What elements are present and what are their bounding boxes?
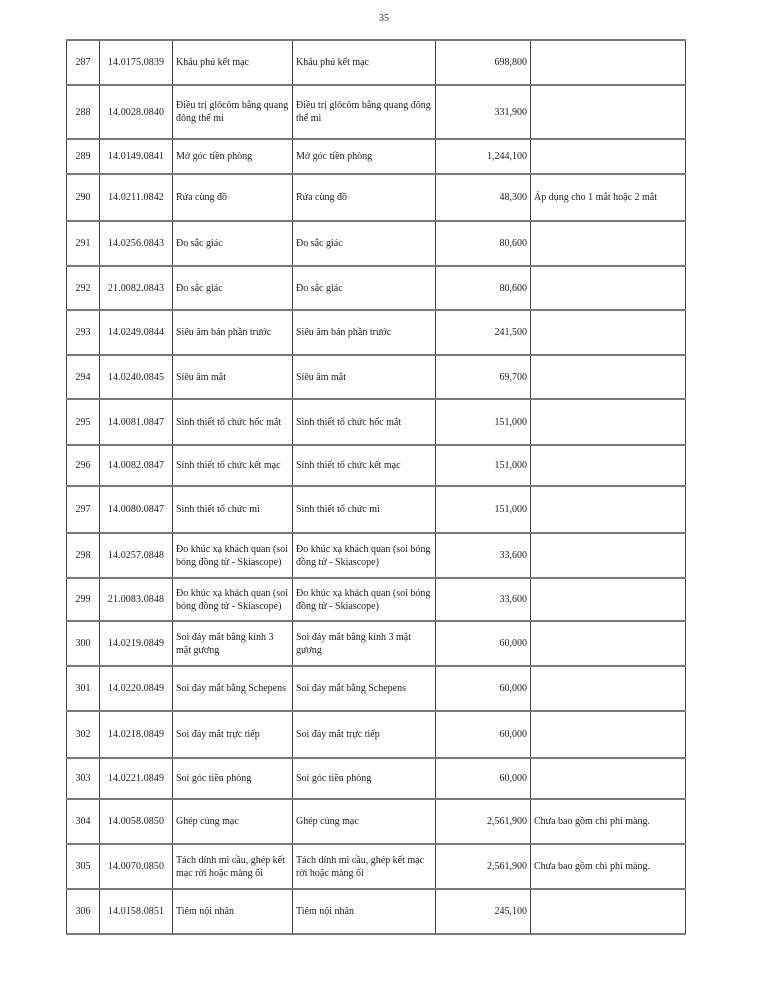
price-cell: 33,600	[436, 533, 531, 578]
service-name-cell: Đo khúc xạ khách quan (soi bóng đồng tử - Skiascope)	[173, 533, 293, 578]
service-name-cell: Đo sắc giác	[173, 266, 293, 310]
table-row	[67, 711, 686, 758]
service-code-cell: 14.0175.0839	[100, 40, 173, 85]
service-code-cell: 14.0058.0850	[100, 799, 173, 844]
table-row	[67, 445, 686, 486]
price-cell: 151,000	[436, 486, 531, 533]
service-name-cell: Rửa cùng đồ	[173, 174, 293, 221]
row-index-cell: 299	[67, 578, 100, 621]
row-index-cell: 303	[67, 758, 100, 799]
service-name-secondary-cell: Rửa cùng đồ	[293, 174, 436, 221]
service-name-secondary-cell: Tiêm nội nhãn	[293, 889, 436, 934]
table-row	[67, 85, 686, 139]
service-code-cell: 21.0082.0843	[100, 266, 173, 310]
note-cell	[531, 355, 686, 399]
row-index-cell: 305	[67, 844, 100, 889]
service-code-cell: 14.0158.0851	[100, 889, 173, 934]
service-code-cell: 14.0240.0845	[100, 355, 173, 399]
price-cell: 60,000	[436, 666, 531, 711]
table-row	[67, 40, 686, 85]
row-index-cell: 293	[67, 310, 100, 355]
service-name-secondary-cell: Đo khúc xạ khách quan (soi bóng đồng tử - Skiascope)	[293, 533, 436, 578]
service-code-cell: 14.0221.0849	[100, 758, 173, 799]
service-name-secondary-cell: Soi đáy mắt bằng kính 3 mặt gương	[293, 621, 436, 666]
row-index-cell: 294	[67, 355, 100, 399]
note-cell	[531, 578, 686, 621]
fee-table	[66, 39, 686, 935]
service-name-cell: Đo sắc giác	[173, 221, 293, 266]
price-cell: 2,561,900	[436, 799, 531, 844]
service-code-cell: 14.0256.0843	[100, 221, 173, 266]
service-name-secondary-cell: Sinh thiết tổ chức kết mạc	[293, 445, 436, 486]
service-name-cell: Sinh thiết tổ chức kết mạc	[173, 445, 293, 486]
service-name-secondary-cell: Tách dính mi cầu, ghép kết mạc rời hoặc màng ối	[293, 844, 436, 889]
table-row	[67, 266, 686, 310]
row-index-cell: 302	[67, 711, 100, 758]
price-cell: 80,600	[436, 221, 531, 266]
note-cell	[531, 399, 686, 445]
price-cell: 33,600	[436, 578, 531, 621]
service-code-cell: 14.0257.0848	[100, 533, 173, 578]
note-cell	[531, 221, 686, 266]
price-cell: 60,000	[436, 621, 531, 666]
service-name-secondary-cell: Đo khúc xạ khách quan (soi bóng đồng tử - Skiascope)	[293, 578, 436, 621]
service-name-secondary-cell: Ghép củng mạc	[293, 799, 436, 844]
service-name-cell: Soi đáy mắt bằng kính 3 mặt gương	[173, 621, 293, 666]
table-row	[67, 310, 686, 355]
note-cell	[531, 758, 686, 799]
row-index-cell: 288	[67, 85, 100, 139]
service-code-cell: 14.0028.0840	[100, 85, 173, 139]
note-cell	[531, 40, 686, 85]
service-name-cell: Siêu âm mắt	[173, 355, 293, 399]
service-name-cell: Đo khúc xạ khách quan (soi bóng đồng tử - Skiascope)	[173, 578, 293, 621]
service-code-cell: 21.0083.0848	[100, 578, 173, 621]
table-row	[67, 139, 686, 174]
price-cell: 60,000	[436, 758, 531, 799]
service-name-secondary-cell: Khâu phủ kết mạc	[293, 40, 436, 85]
row-index-cell: 298	[67, 533, 100, 578]
price-cell: 245,100	[436, 889, 531, 934]
service-code-cell: 14.0082.0847	[100, 445, 173, 486]
note-cell	[531, 139, 686, 174]
service-name-secondary-cell: Đo sắc giác	[293, 221, 436, 266]
row-index-cell: 304	[67, 799, 100, 844]
table-row	[67, 621, 686, 666]
price-cell: 698,800	[436, 40, 531, 85]
note-cell	[531, 266, 686, 310]
service-name-secondary-cell: Soi góc tiền phòng	[293, 758, 436, 799]
service-name-cell: Sinh thiết tổ chức mi	[173, 486, 293, 533]
price-cell: 60,000	[436, 711, 531, 758]
row-index-cell: 290	[67, 174, 100, 221]
service-name-cell: Siêu âm bán phần trước	[173, 310, 293, 355]
price-cell: 151,000	[436, 445, 531, 486]
note-cell: Áp dụng cho 1 mắt hoặc 2 mắt	[531, 174, 686, 221]
table-row	[67, 799, 686, 844]
service-name-cell: Ghép củng mạc	[173, 799, 293, 844]
service-code-cell: 14.0149.0841	[100, 139, 173, 174]
note-cell	[531, 310, 686, 355]
note-cell: Chưa bao gồm chi phí màng.	[531, 844, 686, 889]
service-name-cell: Soi góc tiền phòng	[173, 758, 293, 799]
table-row	[67, 221, 686, 266]
service-name-cell: Sinh thiết tổ chức hốc mắt	[173, 399, 293, 445]
service-name-secondary-cell: Siêu âm bán phần trước	[293, 310, 436, 355]
table-row	[67, 533, 686, 578]
note-cell	[531, 711, 686, 758]
service-name-secondary-cell: Mở góc tiền phòng	[293, 139, 436, 174]
service-name-cell: Mở góc tiền phòng	[173, 139, 293, 174]
service-name-secondary-cell: Điều trị glôcôm bằng quang đông thể mi	[293, 85, 436, 139]
service-name-cell: Khâu phủ kết mạc	[173, 40, 293, 85]
service-name-cell: Soi đáy mắt trực tiếp	[173, 711, 293, 758]
fee-table-body	[67, 40, 686, 934]
page-number: 35	[379, 13, 389, 24]
table-row	[67, 844, 686, 889]
service-code-cell: 14.0070.0850	[100, 844, 173, 889]
price-cell: 80,600	[436, 266, 531, 310]
service-code-cell: 14.0211.0842	[100, 174, 173, 221]
note-cell	[531, 85, 686, 139]
row-index-cell: 297	[67, 486, 100, 533]
price-cell: 1,244,100	[436, 139, 531, 174]
price-cell: 69,700	[436, 355, 531, 399]
note-cell	[531, 445, 686, 486]
service-code-cell: 14.0218.0849	[100, 711, 173, 758]
service-name-secondary-cell: Soi đáy mắt bằng Schepens	[293, 666, 436, 711]
price-cell: 2,561,900	[436, 844, 531, 889]
note-cell	[531, 621, 686, 666]
service-name-secondary-cell: Soi đáy mắt trực tiếp	[293, 711, 436, 758]
service-name-cell: Soi đáy mắt bằng Schepens	[173, 666, 293, 711]
row-index-cell: 300	[67, 621, 100, 666]
table-row	[67, 666, 686, 711]
note-cell	[531, 486, 686, 533]
row-index-cell: 301	[67, 666, 100, 711]
service-code-cell: 14.0220.0849	[100, 666, 173, 711]
price-cell: 151,000	[436, 399, 531, 445]
row-index-cell: 287	[67, 40, 100, 85]
table-row	[67, 758, 686, 799]
note-cell: Chưa bao gồm chi phí màng.	[531, 799, 686, 844]
service-name-cell: Điều trị glôcôm bằng quang đông thể mi	[173, 85, 293, 139]
note-cell	[531, 533, 686, 578]
row-index-cell: 291	[67, 221, 100, 266]
service-name-cell: Tiêm nội nhãn	[173, 889, 293, 934]
service-name-secondary-cell: Đo sắc giác	[293, 266, 436, 310]
table-row	[67, 399, 686, 445]
row-index-cell: 292	[67, 266, 100, 310]
row-index-cell: 306	[67, 889, 100, 934]
table-row	[67, 486, 686, 533]
service-name-secondary-cell: Sinh thiết tổ chức mi	[293, 486, 436, 533]
table-row	[67, 889, 686, 934]
service-name-cell: Tách dính mi cầu, ghép kết mạc rời hoặc màng ối	[173, 844, 293, 889]
table-row	[67, 355, 686, 399]
note-cell	[531, 666, 686, 711]
row-index-cell: 289	[67, 139, 100, 174]
service-name-secondary-cell: Sinh thiết tổ chức hốc mắt	[293, 399, 436, 445]
service-code-cell: 14.0080.0847	[100, 486, 173, 533]
row-index-cell: 296	[67, 445, 100, 486]
note-cell	[531, 889, 686, 934]
service-name-secondary-cell: Siêu âm mắt	[293, 355, 436, 399]
row-index-cell: 295	[67, 399, 100, 445]
service-code-cell: 14.0081.0847	[100, 399, 173, 445]
price-cell: 48,300	[436, 174, 531, 221]
table-row	[67, 578, 686, 621]
table-row	[67, 174, 686, 221]
service-code-cell: 14.0219.0849	[100, 621, 173, 666]
price-cell: 241,500	[436, 310, 531, 355]
service-code-cell: 14.0249.0844	[100, 310, 173, 355]
price-cell: 331,900	[436, 85, 531, 139]
